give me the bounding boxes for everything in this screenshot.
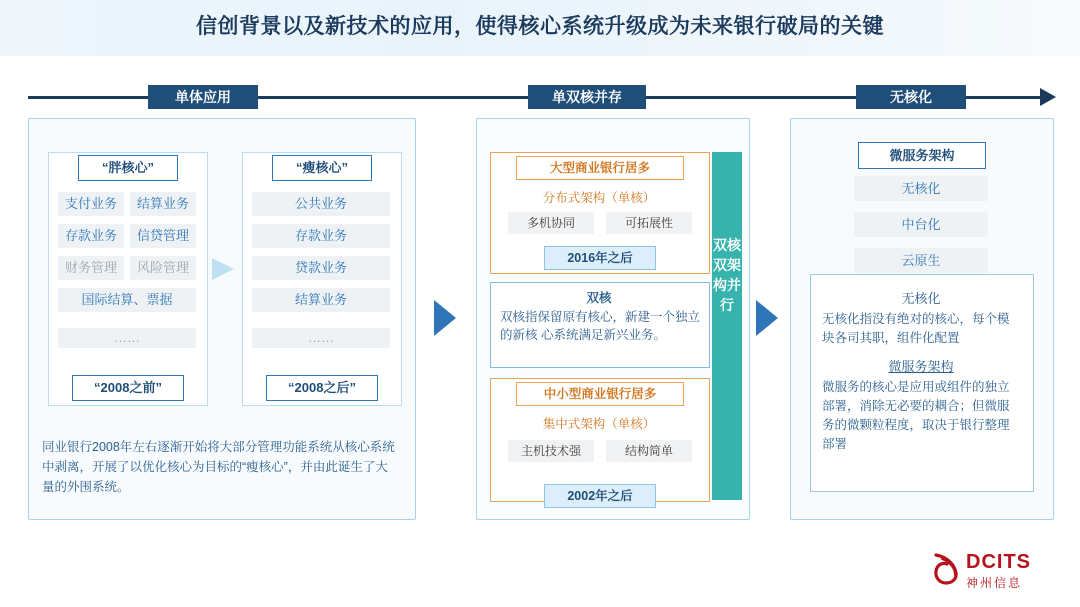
coreless-cell-1: 中台化: [854, 212, 988, 237]
small-bank-cell-1: 结构简单: [606, 440, 692, 462]
large-bank-cell-0: 多机协同: [508, 212, 594, 234]
logo-name: DCITS: [966, 551, 1031, 573]
small-bank-cell-0: 主机技术强: [508, 440, 594, 462]
fat-core-cell-wide: 国际结算、票据: [58, 288, 196, 312]
dual-core-title: 双核: [586, 291, 612, 305]
fat-core-cell-2-1: 风险管理: [130, 256, 196, 280]
logo-subtitle: 神州信息: [966, 576, 1023, 590]
transition-arrow-icon: [212, 258, 234, 280]
card-fat-core-footer: “2008之前”: [72, 375, 184, 401]
large-bank-cell-1: 可拓展性: [606, 212, 692, 234]
fat-core-cell-2-0: 财务管理: [58, 256, 124, 280]
fat-core-cell-1-0: 存款业务: [58, 224, 124, 248]
large-bank-year: 2016年之后: [544, 246, 656, 270]
card-fat-core-title: “胖核心”: [78, 155, 178, 181]
fat-core-cell-0-1: 结算业务: [130, 192, 196, 216]
brand-logo: [932, 549, 1062, 593]
fat-core-ellipsis: ……: [58, 328, 196, 348]
large-bank-tag: 大型商业银行居多: [516, 156, 684, 180]
small-bank-tag: 中小型商业银行居多: [516, 382, 684, 406]
page-title: 信创背景以及新技术的应用，使得核心系统升级成为未来银行破局的关键: [196, 15, 884, 38]
card-thin-core-footer: “2008之后”: [266, 375, 378, 401]
fat-core-cell-1-1: 信贷管理: [130, 224, 196, 248]
small-bank-year: 2002年之后: [544, 484, 656, 508]
dual-core-side-bar: [712, 152, 742, 500]
fat-core-cell-0-0: 支付业务: [58, 192, 124, 216]
dual-core-text: 双核指保留原有核心，新建一个独立的新核 心系统满足新兴业务。: [500, 310, 701, 342]
thin-core-cell-1: 存款业务: [252, 224, 390, 248]
arrow-right-icon-2: [756, 300, 778, 336]
small-bank-subtitle: 集中式架构（单核）: [542, 417, 656, 431]
large-bank-subtitle: 分布式架构（单核）: [542, 191, 656, 205]
stage-label-3: 无核化: [856, 85, 966, 109]
coreless-text-2: 微服务的核心是应用或组件的独立部署，消除无必要的耦合；但微服务的微颗粒程度，取决于银行整理部署: [822, 380, 1010, 451]
dcits-mark-icon: [932, 553, 962, 585]
stage-label-1: 单体应用: [148, 85, 258, 109]
coreless-text-1: 无核化指没有绝对的核心，每个模块各司其职，组件化配置: [822, 312, 1010, 345]
thin-core-cell-3: 结算业务: [252, 288, 390, 312]
microservice-tag: 微服务架构: [858, 142, 986, 169]
thin-core-ellipsis: ……: [252, 328, 390, 348]
coreless-heading-2: 微服务架构: [888, 359, 954, 374]
thin-core-cell-0: 公共业务: [252, 192, 390, 216]
thin-core-cell-2: 贷款业务: [252, 256, 390, 280]
column1-note: 同业银行2008年左右逐渐开始将大部分管理功能系统从核心系统中剥离，开展了以优化核心为目标的“瘦核心”，并由此诞生了大量的外围系统。: [42, 440, 395, 494]
coreless-heading-1: 无核化: [901, 291, 941, 306]
arrow-right-icon-1: [434, 300, 456, 336]
card-thin-core-title: “瘦核心”: [272, 155, 372, 181]
coreless-cell-2: 云原生: [854, 248, 988, 273]
stage-label-2: 单双核并存: [528, 85, 646, 109]
dual-core-side-label: 双核双架构并行: [713, 237, 741, 313]
timeline-arrow-head: [1040, 88, 1056, 106]
coreless-cell-0: 无核化: [854, 176, 988, 201]
